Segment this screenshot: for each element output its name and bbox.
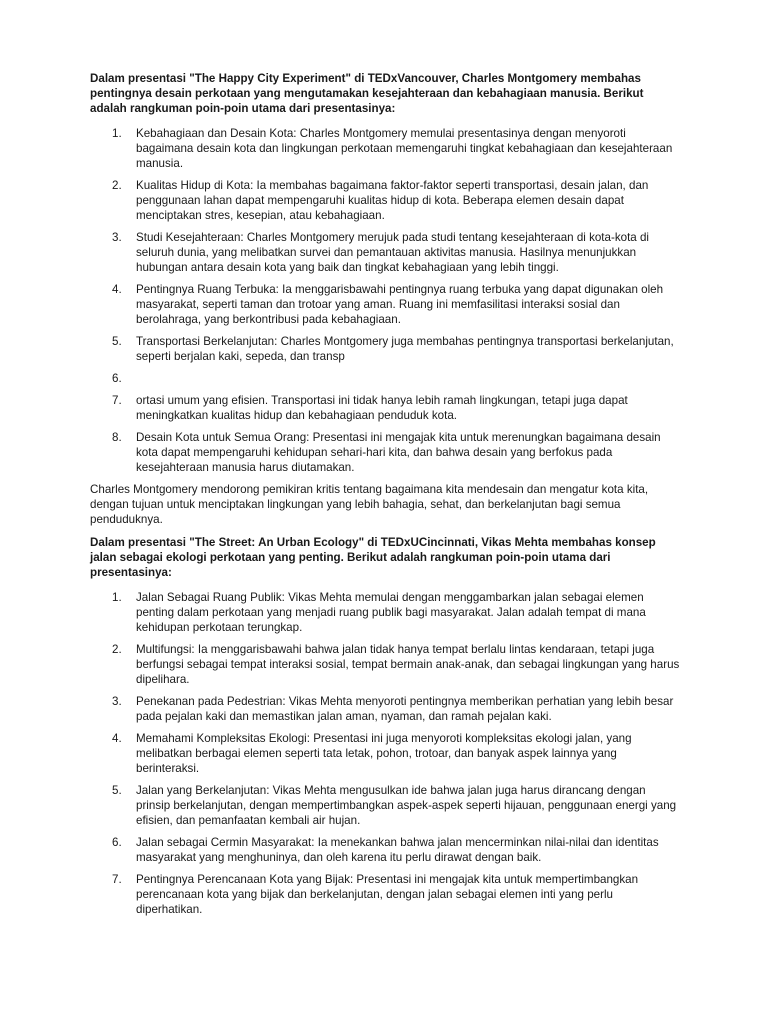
- document-page: [90, 71, 680, 924]
- list-item: [90, 783, 680, 828]
- list-number: 2.: [112, 179, 122, 192]
- list-item: [90, 393, 680, 423]
- list-number: 3.: [112, 695, 122, 708]
- list-number: 5.: [112, 335, 122, 348]
- list-number: 7.: [112, 394, 122, 407]
- list-number: 4.: [112, 283, 122, 296]
- list-number: 6.: [112, 836, 122, 849]
- list-item: [90, 178, 680, 223]
- list-item: [90, 872, 680, 917]
- list-item-text: Penekanan pada Pedestrian: Vikas Mehta menyoroti pentingnya memberikan perhatian yang lebih besar pada pejalan kaki dan memastikan jalan aman, nyaman, dan ramah pejalan kaki.: [136, 695, 674, 723]
- list-number: 8.: [112, 431, 122, 444]
- section-2-intro: Dalam presentasi "The Street: An Urban Ecology" di TEDxUCincinnati, Vikas Mehta membahas konsep jalan sebagai ekologi perkotaan yang penting. Berikut adalah rangkuman poin-poin utama dari presentasinya:: [90, 536, 656, 579]
- list-item-text: Kualitas Hidup di Kota: Ia membahas bagaimana faktor-faktor seperti transportasi, desain jalan, dan penggunaan lahan dapat mempengaruhi kualitas hidup di kota. Beberapa elemen desain dapat menciptakan stres, kesepian, atau kebahagiaan.: [136, 179, 649, 222]
- section-1-closing: Charles Montgomery mendorong pemikiran kritis tentang bagaimana kita mendesain dan mengatur kota kita, dengan tujuan untuk menciptakan lingkungan yang lebih bahagia, sehat, dan berkelanjutan bagi semua penduduknya.: [90, 483, 649, 526]
- list-item-text: Studi Kesejahteraan: Charles Montgomery merujuk pada studi tentang kesejahteraan di kota-kota di seluruh dunia, yang melibatkan survei dan pemantauan aktivitas manusia. Hasilnya menunjukkan hubungan antara desain kota yang baik dan tingkat kebahagiaan yang lebih tinggi.: [136, 231, 650, 274]
- section-1-list: [90, 126, 680, 475]
- list-item: [90, 371, 680, 386]
- list-item-text: Desain Kota untuk Semua Orang: Presentasi ini mengajak kita untuk merenungkan bagaimana desain kota dapat mempengaruhi kehidupan sehari-hari kita, dan bahwa desain yang berfokus pada kesejahteraan manusia harus diutamakan.: [136, 431, 661, 474]
- list-number: 7.: [112, 873, 122, 886]
- list-item-text: ortasi umum yang efisien. Transportasi ini tidak hanya lebih ramah lingkungan, tetapi juga dapat meningkatkan kualitas hidup dan kebahagiaan penduduk kota.: [136, 394, 628, 422]
- list-item-text: Transportasi Berkelanjutan: Charles Montgomery juga membahas pentingnya transportasi berkelanjutan, seperti berjalan kaki, sepeda, dan transp: [136, 335, 674, 363]
- list-item: [90, 835, 680, 865]
- list-number: 1.: [112, 127, 122, 140]
- list-item: [90, 126, 680, 171]
- list-number: 6.: [112, 372, 122, 385]
- list-item-text: Pentingnya Ruang Terbuka: Ia menggarisbawahi pentingnya ruang terbuka yang dapat digunakan oleh masyarakat, seperti taman dan trotoar yang aman. Ruang ini memfasilitasi interaksi sosial dan berolahraga, yang berkontribusi pada kebahagiaan.: [136, 283, 664, 326]
- list-number: 1.: [112, 591, 122, 604]
- list-item-text: Kebahagiaan dan Desain Kota: Charles Montgomery memulai presentasinya dengan menyoroti bagaimana desain kota dan lingkungan perkotaan memengaruhi tingkat kebahagiaan dan kesejahteraan manusia.: [136, 127, 673, 170]
- list-number: 3.: [112, 231, 122, 244]
- list-item: [90, 731, 680, 776]
- list-item: [90, 230, 680, 275]
- list-item: [90, 334, 680, 364]
- list-item: [90, 282, 680, 327]
- list-item: [90, 590, 680, 635]
- list-number: 4.: [112, 732, 122, 745]
- list-item: [90, 430, 680, 475]
- list-number: 2.: [112, 643, 122, 656]
- list-item-text: Jalan sebagai Cermin Masyarakat: Ia menekankan bahwa jalan mencerminkan nilai-nilai dan identitas masyarakat yang menghuninya, dan oleh karena itu perlu dirawat dengan baik.: [136, 836, 659, 864]
- list-item: [90, 694, 680, 724]
- list-item-text: Multifungsi: Ia menggarisbawahi bahwa jalan tidak hanya tempat berlalu lintas kendaraan, tetapi juga berfungsi sebagai tempat interaksi sosial, tempat bermain anak-anak, dan sebagai lingkungan yang harus dipelihara.: [136, 643, 680, 686]
- list-item-text: Jalan Sebagai Ruang Publik: Vikas Mehta memulai dengan menggambarkan jalan sebagai elemen penting dalam perkotaan yang menjadi ruang publik bagi masyarakat. Jalan adalah tempat di mana kehidupan perkotaan terungkap.: [136, 591, 646, 634]
- section-1-intro: Dalam presentasi "The Happy City Experiment" di TEDxVancouver, Charles Montgomery membahas pentingnya desain perkotaan yang mengutamakan kesejahteraan dan kebahagiaan manusia. Berikut adalah rangkuman poin-poin utama dari presentasinya:: [90, 72, 644, 115]
- list-item: [90, 642, 680, 687]
- list-item-text: Jalan yang Berkelanjutan: Vikas Mehta mengusulkan ide bahwa jalan juga harus dirancang dengan prinsip berkelanjutan, dengan mempertimbangkan aspek-aspek seperti hijauan, penggunaan energi yang efisien, dan pemanfaatan kembali air hujan.: [136, 784, 677, 827]
- list-number: 5.: [112, 784, 122, 797]
- section-2-list: [90, 590, 680, 917]
- list-item-text: Pentingnya Perencanaan Kota yang Bijak: Presentasi ini mengajak kita untuk mempertimbangkan perencanaan kota yang bijak dan berkelanjutan, dengan jalan sebagai elemen inti yang perlu diperhatikan.: [136, 873, 639, 916]
- list-item-text: Memahami Kompleksitas Ekologi: Presentasi ini juga menyoroti kompleksitas ekologi jalan, yang melibatkan berbagai elemen seperti tata letak, pohon, trotoar, dan banyak aspek lainnya yang berinteraksi.: [136, 732, 632, 775]
